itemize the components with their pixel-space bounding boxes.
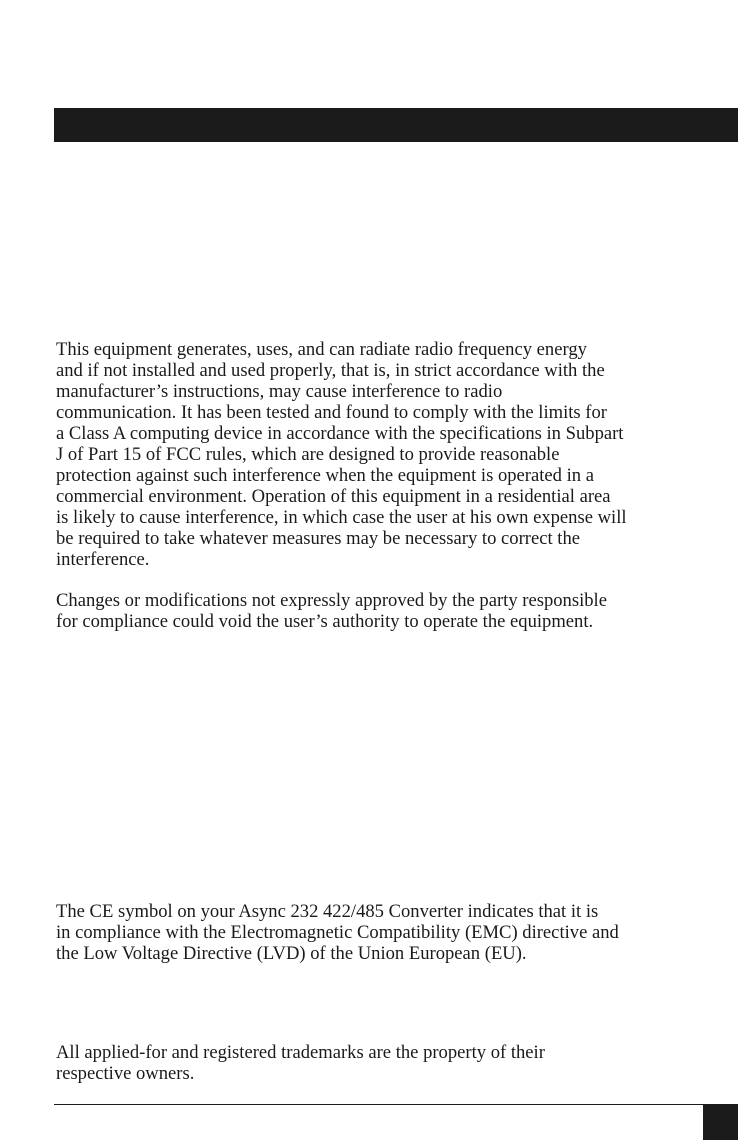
header-bar — [54, 108, 738, 142]
fcc-statement-paragraph: This equipment generates, uses, and can radiate radio frequency energy and if not installed and used properly, that is, in strict accordance with the manufacturer’s instructions, may cause interference to radio communication. It has been tested and found to comply with the limits for a Class A computing device in accordance with the specifications in Subpart J of Part 15 of FCC rules, which are designed to provide reasonable protection against such interference when the equipment is operated in a commercial environment. Operation of this equipment in a residential area is likely to cause interference, in which case the user at his own expense will be required to take whatever measures may be necessary to correct the interference. — [56, 339, 627, 570]
footer-rule — [54, 1104, 704, 1105]
ce-compliance-paragraph: The CE symbol on your Async 232 422/485 Converter indicates that it is in compliance with the Electromagnetic Compatibility (EMC) directive and the Low Voltage Directive (LVD) of the Union European (EU). — [56, 901, 619, 964]
trademarks-paragraph: All applied-for and registered trademarks are the property of their respective owners. — [56, 1042, 545, 1084]
page-number-tab — [703, 1104, 738, 1140]
fcc-modifications-paragraph: Changes or modifications not expressly approved by the party responsible for compliance could void the user’s authority to operate the equipment. — [56, 590, 607, 632]
